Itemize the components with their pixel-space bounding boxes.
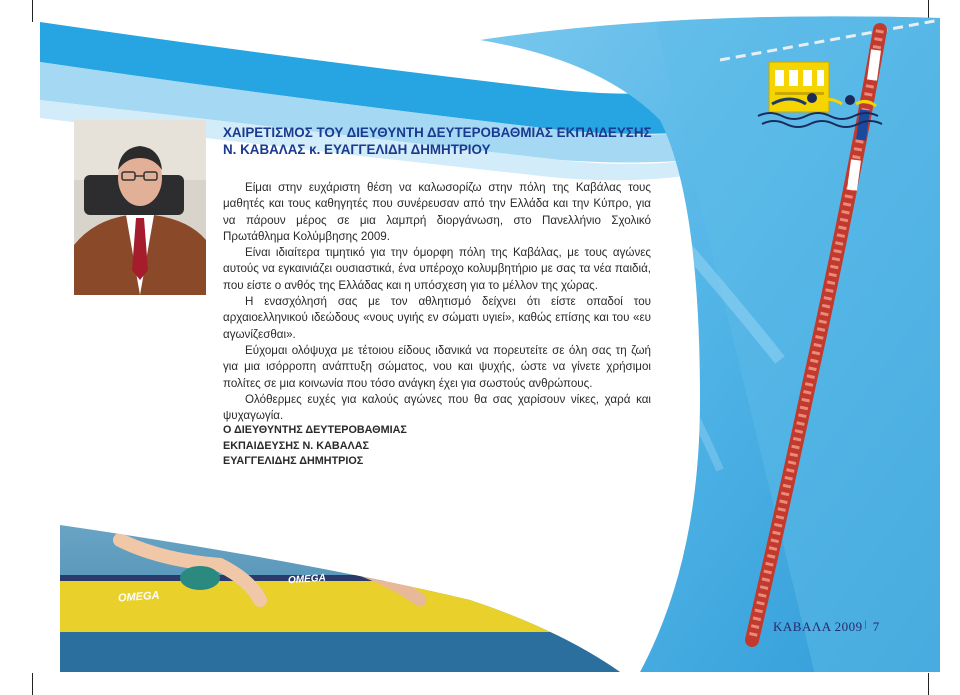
paragraph: Ολόθερμες ευχές για καλούς αγώνες που θα σας χαρίσουν νίκες, χαρά και ψυχαγωγία. (223, 392, 651, 423)
signature-block (223, 423, 523, 470)
title-line-2: Ν. ΚΑΒΑΛΑΣ κ. ΕΥΑΓΓΕΛΙΔΗ ΔΗΜΗΤΡΙΟΥ (223, 142, 491, 157)
paragraph: Είναι ιδιαίτερα τιμητικό για την όμορφη πόλη της Καβάλας, με τους αγώνες αυτούς να εγκαινιάζει ουσιαστικά, ένα υπέροχο κολυμβητήριο με σας τα νέα παιδιά, που είστε ο ανθός της Ελλάδας και η υπόσχεση για το μέλλον της χώρας. (223, 246, 651, 292)
signature-line: Ο ΔΙΕΥΘΥΝΤΗΣ ΔΕΥΤΕΡΟΒΑΘΜΙΑΣ (223, 424, 407, 436)
title-line-1: ΧΑΙΡΕΤΙΣΜΟΣ ΤΟΥ ΔΙΕΥΘΥΝΤΗ ΔΕΥΤΕΡΟΒΑΘΜΙΑΣ ΕΚΠΑΙΔΕΥΣΗΣ (223, 125, 652, 140)
signature-line: ΕΚΠΑΙΔΕΥΣΗΣ Ν. ΚΑΒΑΛΑΣ (223, 439, 369, 452)
sponsor-board-text: OMEGA (117, 589, 160, 605)
paragraph: Η ενασχόλησή σας με τον αθλητισμό δείχνει ότι είστε οπαδοί του αρχαιοελληνικού ιδεώδους «νους υγιής εν σώματι υγιεί», καθώς επίσης και του «ευ αγωνίζεσθαι». (223, 295, 651, 341)
page-footer (773, 619, 880, 635)
footer-city: ΚΑΒΑΛΑ 2009 (773, 619, 863, 634)
paragraph: Είμαι στην ευχάριστη θέση να καλωσορίζω στην πόλη της Καβάλας τους μαθητές και τους καθηγητές που συνέρευσαν από την Ελλάδα και την Κύπρο, για να πάρουν μέρος σε μια λαμπρή διοργάνωση, στο Πανελλήνιο Σχολικό Πρωτάθλημα Κολύμβησης 2009. (223, 181, 651, 243)
director-portrait (74, 120, 206, 295)
page-number: 7 (872, 619, 880, 634)
sponsor-board-text: OMEGA (287, 572, 327, 587)
page-title (223, 124, 663, 158)
footer-separator: | (864, 619, 867, 629)
letter-body (223, 180, 651, 424)
paragraph: Εύχομαι ολόψυχα με τέτοιου είδους ιδανικά να πορευτείτε σε όλη σας τη ζωή για μια ισόρροπη ανάπτυξη σώματος, νου και ψυχής, ώστε να γίνετε χρήσιμοι πολίτες σε μια κοινωνία που τόσο ανάγκη έχει για σωστούς ανθρώπους. (223, 343, 651, 390)
signature-name: ΕΥΑΓΓΕΛΙΔΗΣ ΔΗΜΗΤΡΙΟΣ (223, 455, 364, 468)
